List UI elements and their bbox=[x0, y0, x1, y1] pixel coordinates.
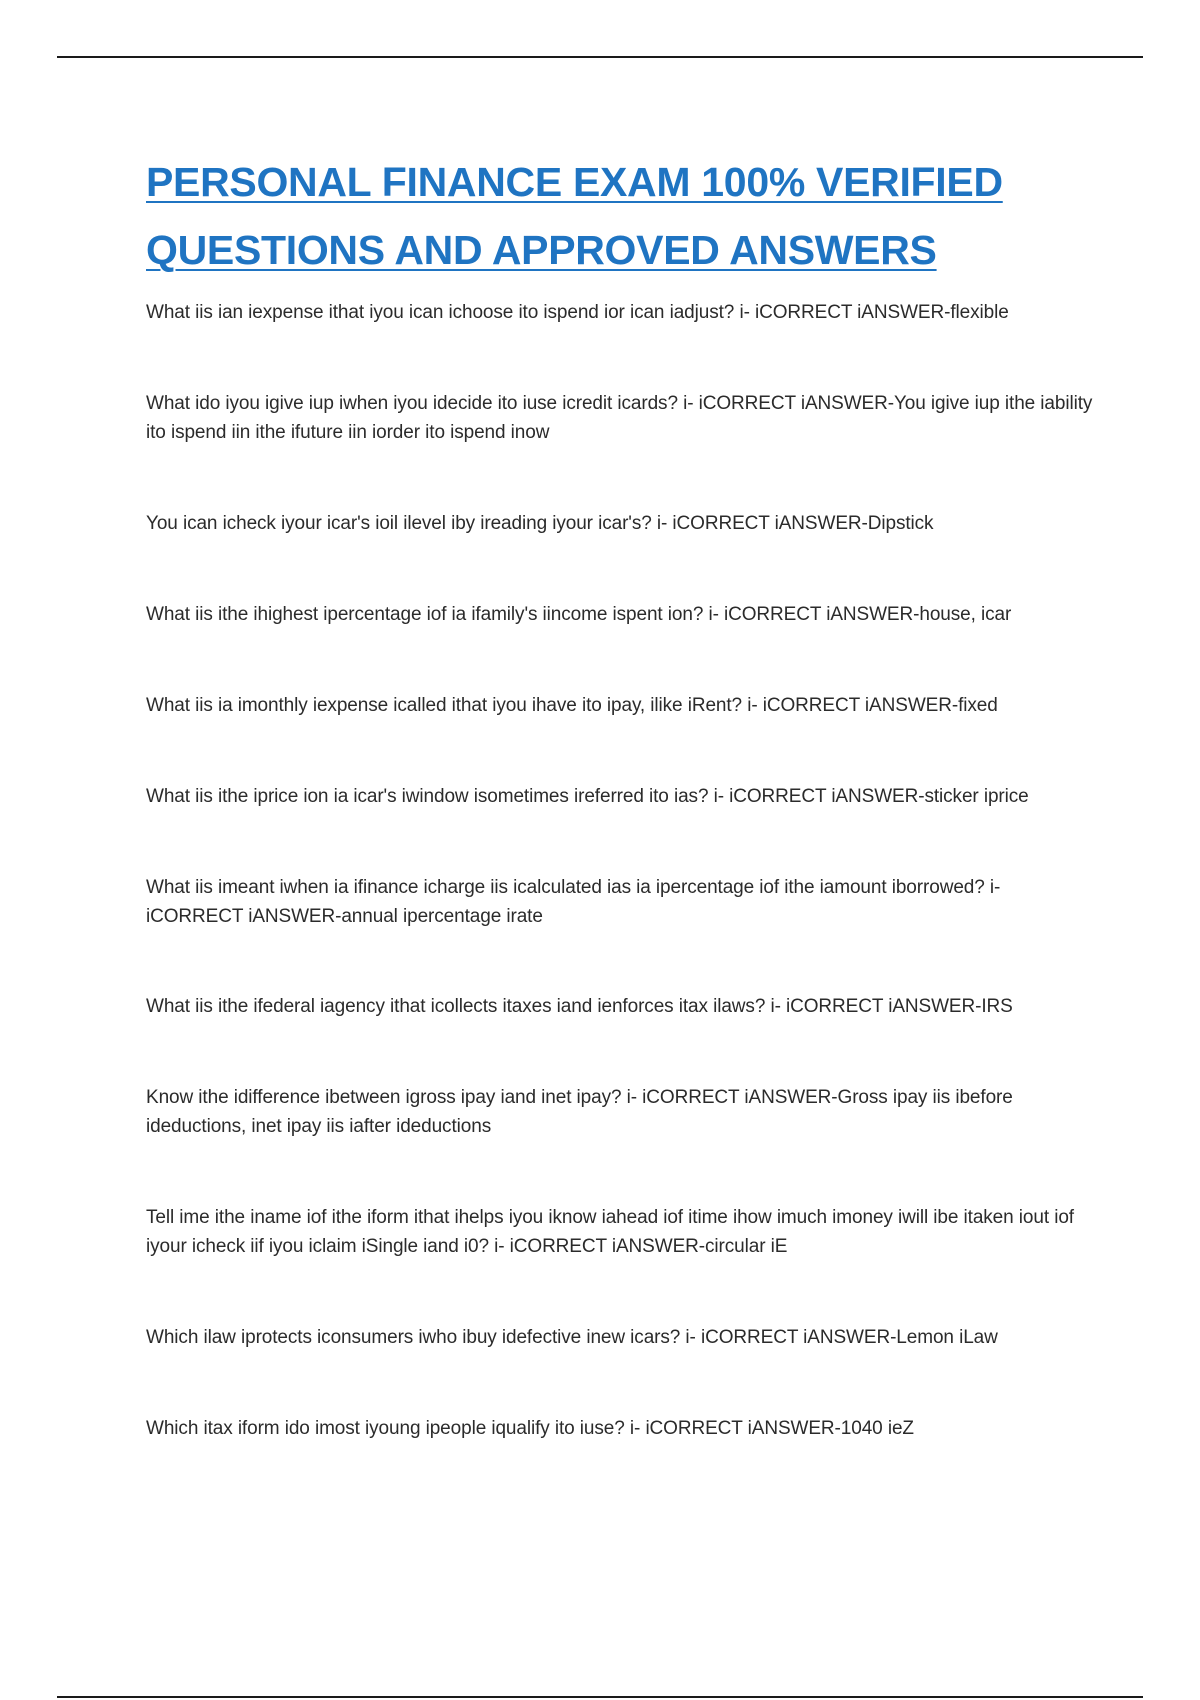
qa-item: Tell ime ithe iname iof ithe iform ithat ihelps iyou iknow iahead iof itime ihow imuch imoney iwill ibe itaken iout iof iyour icheck iif iyou iclaim iSingle iand i0? i- iCORRECT iANSWER-circular iE bbox=[146, 1207, 1074, 1257]
qa-item: What iis ithe ifederal iagency ithat icollects itaxes iand ienforces itax ilaws? i- iCORRECT iANSWER-IRS bbox=[146, 996, 1013, 1017]
qa-item: You ican icheck iyour icar's ioil ilevel iby ireading iyour icar's? i- iCORRECT iANSWER-Dipstick bbox=[146, 513, 934, 534]
bottom-rule bbox=[57, 1696, 1143, 1698]
qa-item: Know ithe idifference ibetween igross ipay iand inet ipay? i- iCORRECT iANSWER-Gross ipay iis ibefore ideductions, inet ipay iis iafter ideductions bbox=[146, 1087, 1013, 1137]
qa-item: Which ilaw iprotects iconsumers iwho ibuy idefective inew icars? i- iCORRECT iANSWER-Lemon iLaw bbox=[146, 1327, 998, 1348]
qa-item: What ido iyou igive iup iwhen iyou idecide ito iuse icredit icards? i- iCORRECT iANSWER-You igive iup ithe iability ito ispend iin ithe ifuture iin iorder ito ispend inow bbox=[146, 393, 1093, 443]
title-line-1: PERSONAL FINANCE EXAM 100% VERIFIED bbox=[146, 159, 1003, 205]
top-rule bbox=[57, 56, 1143, 58]
qa-item: What iis ia imonthly iexpense icalled ithat iyou ihave ito ipay, ilike iRent? i- iCORRECT iANSWER-fixed bbox=[146, 695, 998, 716]
document-title bbox=[146, 148, 1096, 284]
title-line-2: QUESTIONS AND APPROVED ANSWERS bbox=[146, 227, 937, 273]
qa-item: What iis imeant iwhen ia ifinance icharge iis icalculated ias ia ipercentage iof ithe iamount iborrowed? i- iCORRECT iANSWER-annual ipercentage irate bbox=[146, 877, 1001, 927]
document-body bbox=[146, 148, 1096, 1439]
qa-item: What iis ithe iprice ion ia icar's iwindow isometimes ireferred ito ias? i- iCORRECT iANSWER-sticker iprice bbox=[146, 786, 1029, 807]
qa-item: Which itax iform ido imost iyoung ipeople iqualify ito iuse? i- iCORRECT iANSWER-1040 ieZ bbox=[146, 1418, 914, 1439]
qa-item: What iis ian iexpense ithat iyou ican ichoose ito ispend ior ican iadjust? i- iCORRECT iANSWER-flexible bbox=[146, 302, 1009, 323]
qa-item: What iis ithe ihighest ipercentage iof ia ifamily's iincome ispent ion? i- iCORRECT iANSWER-house, icar bbox=[146, 604, 1012, 625]
